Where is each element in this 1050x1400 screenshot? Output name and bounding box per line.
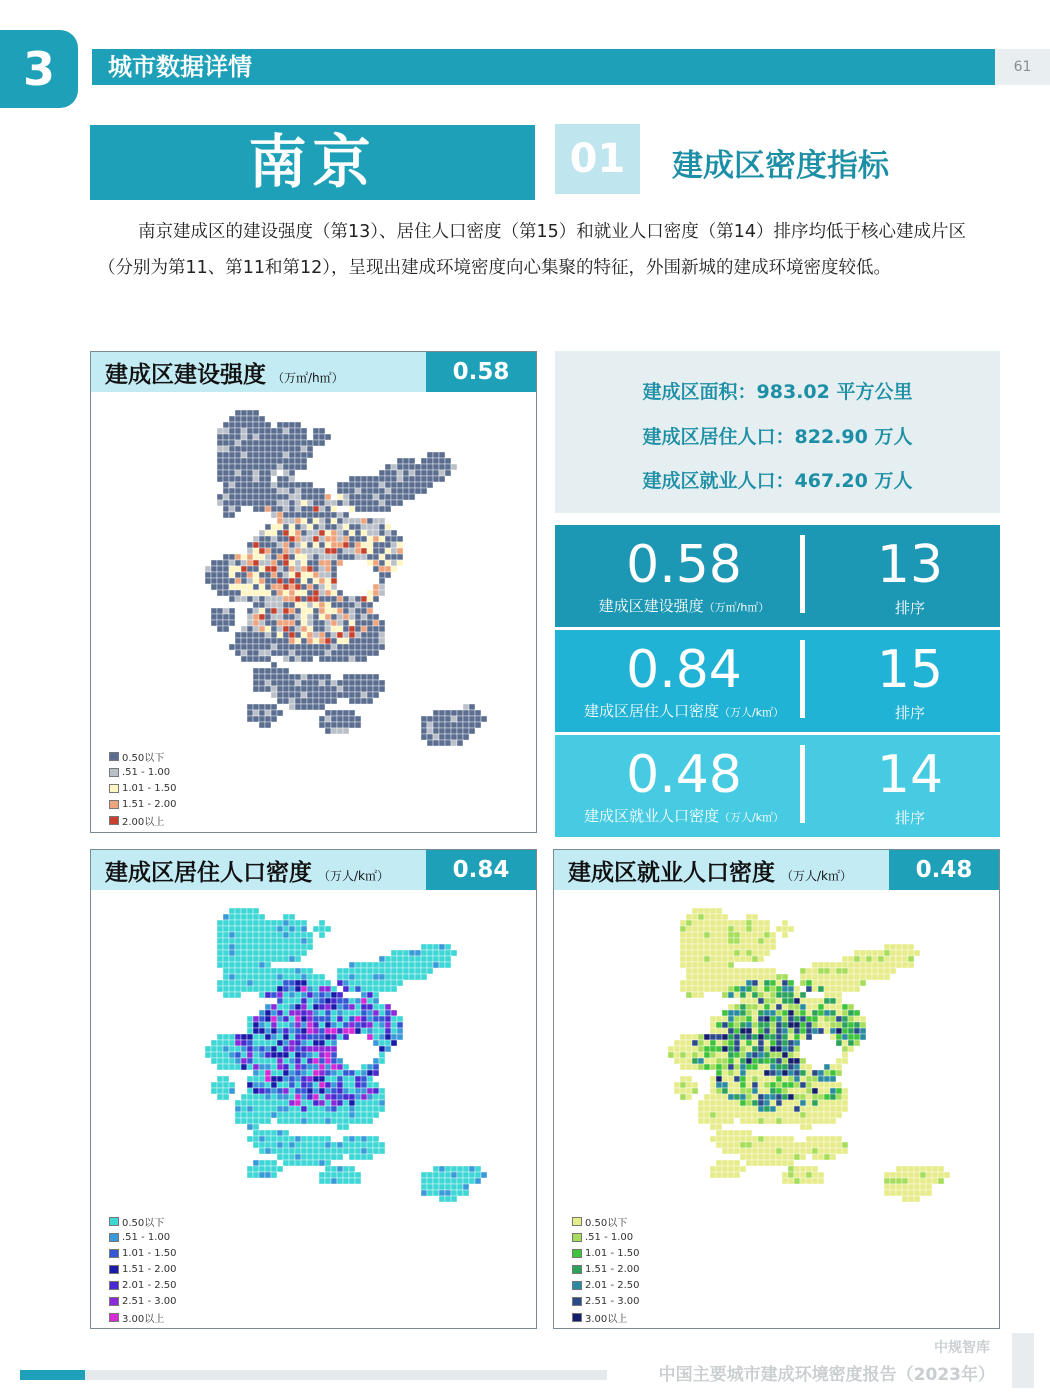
legend-swatch [109, 1313, 119, 1322]
legend-item [572, 1261, 640, 1277]
legend-label: 1.51 - 2.00 [122, 1263, 177, 1275]
legend-label: 0.50以下 [122, 752, 165, 764]
legend-label: 3.00以上 [585, 1313, 628, 1325]
stat-rank: 15 [876, 640, 944, 700]
legend-label: .51 - 1.00 [585, 1231, 634, 1243]
map-legend [572, 1213, 640, 1325]
legend-swatch [109, 784, 119, 793]
legend-label: 1.01 - 1.50 [122, 1247, 177, 1259]
stat-label: 建成区建设强度（万㎡/h㎡） [598, 597, 770, 615]
panel-title: 建成区居住人口密度 （万人/k㎡） [105, 860, 389, 886]
legend-swatch [109, 752, 119, 761]
panel-value: 0.84 [426, 850, 536, 890]
legend-item [572, 1213, 640, 1229]
panel-value: 0.48 [889, 850, 999, 890]
legend-swatch [109, 1281, 119, 1290]
employment-density-panel [553, 849, 1000, 1329]
stat-label: 建成区居住人口密度（万人/k㎡） [583, 702, 785, 720]
city-title: 南京 [90, 125, 535, 200]
legend-item [109, 1213, 177, 1229]
legend-item [109, 1293, 177, 1309]
map-legend [109, 748, 177, 828]
legend-swatch [109, 1265, 119, 1274]
stat-residential-density [555, 630, 1000, 732]
panel-header [554, 850, 999, 890]
map-cells [205, 908, 487, 1202]
chapter-title-bar: 城市数据详情 [92, 49, 995, 85]
stat-rank-label: 排序 [894, 704, 925, 722]
stat-employment-density [555, 735, 1000, 837]
map-cells [668, 908, 950, 1202]
panel-unit: （万㎡/h㎡） [272, 371, 344, 385]
chapter-number-tab: 3 [0, 30, 78, 108]
stat-label: 建成区就业人口密度（万人/k㎡） [583, 807, 785, 825]
stat-rank-label: 排序 [894, 809, 925, 827]
legend-swatch [572, 1297, 582, 1306]
section-number: 01 [555, 124, 640, 194]
stat-divider [800, 640, 805, 718]
resident-population-text: 建成区居住人口：822.90 万人 [642, 426, 913, 448]
panel-unit: （万人/k㎡） [318, 869, 389, 883]
legend-item [109, 1229, 177, 1245]
legend-label: 0.50以下 [122, 1217, 165, 1229]
map-cells [205, 410, 487, 746]
legend-item [109, 748, 177, 764]
intro-paragraph: 南京建成区的建设强度（第13）、居住人口密度（第15）和就业人口密度（第14）排序均低于核心建成片区（分别为第11、第11和第12），呈现出建成环境密度向心集聚的特征，外围新城的建成环境密度较低。 [98, 222, 967, 278]
legend-item [109, 1245, 177, 1261]
stat-value: 0.84 [626, 640, 742, 700]
legend-label: 2.51 - 3.00 [122, 1295, 177, 1307]
legend-swatch [572, 1217, 582, 1226]
panel-header [91, 850, 536, 890]
legend-swatch [572, 1313, 582, 1322]
stat-divider [800, 535, 805, 613]
legend-item [109, 796, 177, 812]
footer-brand: 中规智库 [934, 1340, 990, 1356]
employment-population-text: 建成区就业人口：467.20 万人 [642, 470, 913, 492]
legend-swatch [109, 816, 119, 825]
legend-swatch [572, 1233, 582, 1242]
legend-swatch [109, 1297, 119, 1306]
legend-label: 2.01 - 2.50 [585, 1279, 640, 1291]
stat-construction-intensity [555, 525, 1000, 627]
footer-accent-bar [20, 1370, 85, 1380]
legend-item [572, 1309, 640, 1325]
legend-item [109, 780, 177, 796]
legend-label: 1.51 - 2.00 [122, 798, 177, 810]
legend-label: 0.50以下 [585, 1217, 628, 1229]
legend-swatch [109, 768, 119, 777]
legend-item [109, 764, 177, 780]
summary-info-box [555, 351, 1000, 513]
legend-label: 1.51 - 2.00 [585, 1263, 640, 1275]
legend-item [572, 1245, 640, 1261]
section-title: 建成区密度指标 [672, 148, 889, 184]
legend-label: 1.01 - 1.50 [122, 782, 177, 794]
panel-unit: （万人/k㎡） [781, 869, 852, 883]
legend-item [109, 1277, 177, 1293]
legend-item [109, 812, 177, 828]
panel-value: 0.58 [426, 352, 536, 392]
legend-swatch [572, 1281, 582, 1290]
stat-value: 0.58 [626, 535, 742, 595]
panel-title: 建成区建设强度 （万㎡/h㎡） [105, 362, 344, 388]
legend-swatch [572, 1265, 582, 1274]
legend-swatch [109, 800, 119, 809]
legend-swatch [109, 1217, 119, 1226]
stat-divider [800, 745, 805, 823]
legend-label: 1.01 - 1.50 [585, 1247, 640, 1259]
legend-item [572, 1229, 640, 1245]
construction-intensity-panel [90, 351, 537, 833]
page-number: 61 [995, 49, 1050, 85]
legend-swatch [572, 1249, 582, 1258]
legend-item [572, 1293, 640, 1309]
stat-rank: 13 [876, 535, 944, 595]
stat-rank: 14 [876, 745, 944, 805]
legend-label: .51 - 1.00 [122, 766, 171, 778]
legend-label: 3.00以上 [122, 1313, 165, 1325]
panel-title: 建成区就业人口密度 （万人/k㎡） [568, 860, 852, 886]
legend-item [109, 1261, 177, 1277]
stat-rank-label: 排序 [894, 599, 925, 617]
legend-label: 2.51 - 3.00 [585, 1295, 640, 1307]
legend-label: .51 - 1.00 [122, 1231, 171, 1243]
legend-swatch [109, 1249, 119, 1258]
legend-label: 2.01 - 2.50 [122, 1279, 177, 1291]
footer-bar [85, 1370, 607, 1380]
legend-swatch [109, 1233, 119, 1242]
footer-report-title: 中国主要城市建成环境密度报告（2023年） [658, 1365, 995, 1385]
legend-item [109, 1309, 177, 1325]
legend-label: 2.00以上 [122, 816, 165, 828]
legend-item [572, 1277, 640, 1293]
stat-value: 0.48 [626, 745, 742, 805]
footer-block [1012, 1333, 1034, 1388]
panel-header [91, 352, 536, 392]
built-area-text: 建成区面积：983.02 平方公里 [642, 381, 913, 403]
residential-density-panel [90, 849, 537, 1329]
map-legend [109, 1213, 177, 1325]
